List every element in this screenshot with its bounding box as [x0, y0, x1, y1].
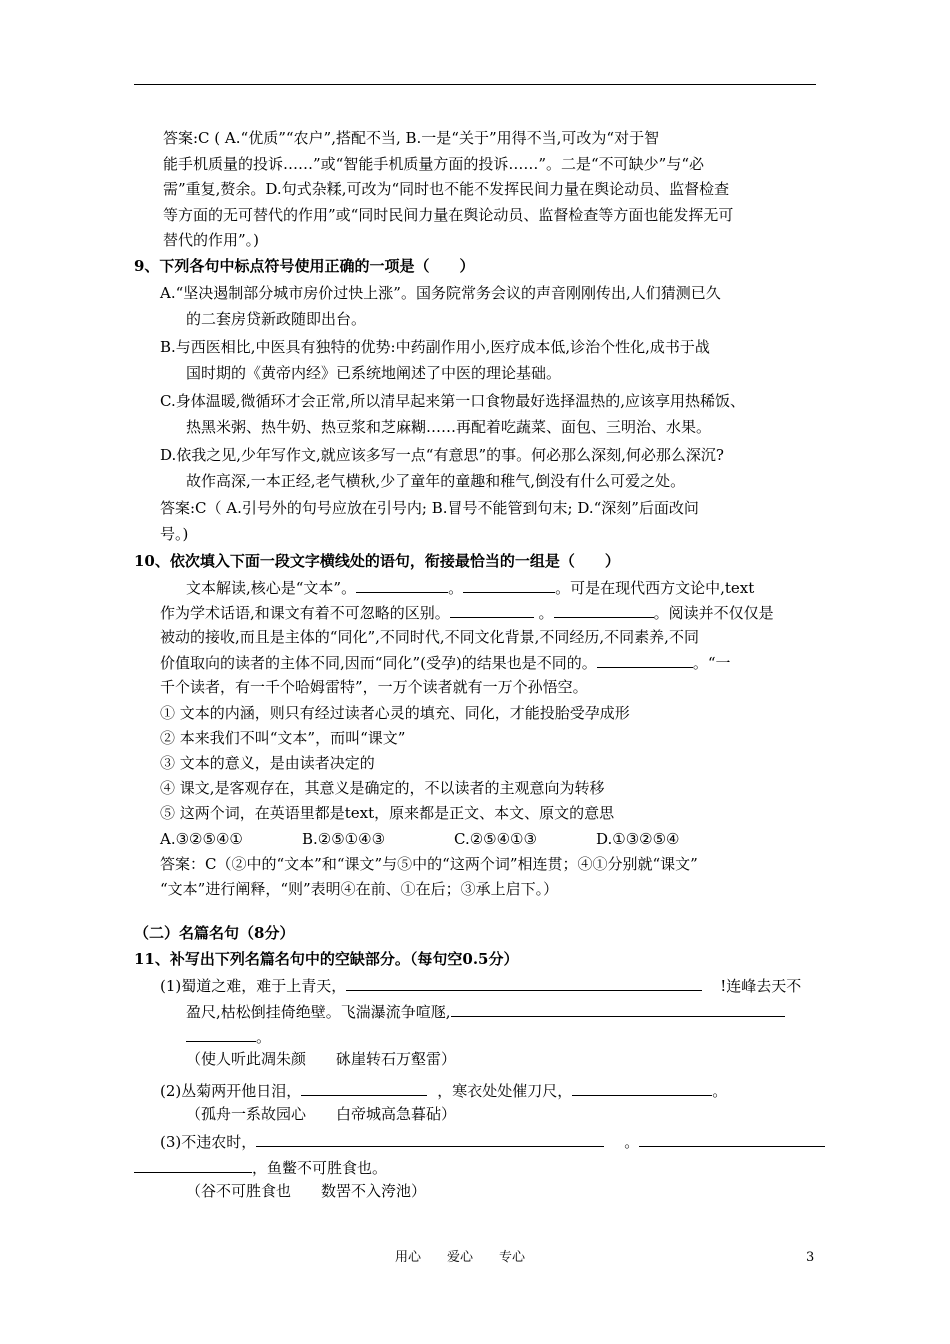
passage-text: 价值取向的读者的主体不同,因而“同化”(受孕)的结果也是不同的。	[160, 654, 597, 672]
q10-passage-line	[160, 652, 730, 673]
answer-blank[interactable]	[554, 602, 654, 618]
answer-blank[interactable]	[450, 602, 534, 618]
q9-answer-line: 号。)	[160, 525, 189, 543]
q9-option-d-cont: 故作高深,一本正经,老气横秋,少了童年的童趣和稚气,倒没有什么可爱之处。	[186, 472, 686, 490]
q10-passage-line: 被动的接收,而且是主体的“同化”,不同时代,不同文化背景,不同经历,不同素养,不同	[160, 628, 699, 646]
header-rule	[134, 84, 816, 85]
sentence-text: (1)蜀道之难，难于上青天，	[160, 977, 347, 995]
q10-item: ④ 课文,是客观存在，其意义是确定的，不以读者的主观意向为转移	[160, 779, 605, 797]
q8-answer-line: 等方面的无可替代的作用”或“同时民间力量在舆论动员、监督检查等方面也能发挥无可	[163, 206, 734, 224]
q10-answer-line: “文本”进行阐释，“则”表明④在前、①在后；③承上启下。）	[160, 880, 559, 898]
sentence-text: !连峰去天不	[720, 977, 802, 995]
passage-text: 。可是在现代西方文论中,text	[555, 579, 755, 597]
q9-option-b-cont: 国时期的《黄帝内经》已系统地阐述了中医的理论基础。	[186, 364, 562, 382]
q10-answer-line: 答案：C（②中的“文本”和“课文”与⑤中的“这两个词”相连贯；④①分别就“课文”	[160, 855, 698, 873]
q11-sentence-3-cont	[134, 1157, 387, 1178]
passage-text: 。阅读并不仅仅是	[653, 604, 774, 622]
sentence-text: ，鱼鳖不可胜食也。	[252, 1159, 388, 1177]
answer-blank[interactable]	[463, 577, 555, 593]
answer-blank[interactable]	[639, 1131, 825, 1147]
page-number: 3	[806, 1250, 815, 1265]
q10-title: 10、依次填入下面一段文字横线处的语句，衔接最恰当的一组是（ ）	[134, 552, 620, 570]
q11-sentence-3	[160, 1131, 825, 1152]
q10-passage-line	[186, 577, 754, 598]
answer-blank[interactable]	[451, 1001, 785, 1017]
q8-answer-line: 能手机质量的投诉……”或“智能手机质量方面的投诉……”。二是“不可缺少”与“必	[163, 155, 705, 173]
answer-blank[interactable]	[356, 577, 448, 593]
sentence-text: (2)丛菊两开他日泪，	[160, 1082, 302, 1100]
sentence-text: 。	[712, 1082, 728, 1100]
q9-answer-line: 答案:C（ A.引号外的句号应放在引号内; B.冒号不能管到句末; D.“深刻”后面改问	[160, 499, 699, 517]
q8-answer-line: 需”重复,赘余。D.句式杂糅,可改为“同时也不能不发挥民间力量在舆论动员、监督检查	[163, 180, 730, 198]
q11-title: 11、补写出下列名篇名句中的空缺部分。（每句空0.5分）	[134, 950, 519, 968]
q9-title: 9、下列各句中标点符号使用正确的一项是（ ）	[134, 257, 475, 275]
answer-blank[interactable]	[346, 975, 702, 991]
sentence-text: (3)不违农时，	[160, 1133, 257, 1151]
q10-choice-a: A.③②⑤④①	[160, 830, 243, 848]
q9-option-b: B.与西医相比,中医具有独特的优势:中药副作用小,医疗成本低,诊治个性化,成书于战	[160, 338, 710, 356]
q11-hint-1: （使人听此凋朱颜 砯崖转石万壑雷）	[186, 1050, 457, 1068]
q9-option-c: C.身体温暖,微循环才会正常,所以清早起来第一口食物最好选择温热的,应该享用热稀饭、	[160, 392, 746, 410]
footer-motto: 用心 爱心 专心	[395, 1250, 526, 1265]
q11-hint-2: （孤舟一系故园心 白帝城高急暮砧）	[186, 1105, 457, 1123]
q9-option-a: A.“坚决遏制部分城市房价过快上涨”。国务院常务会议的声音刚刚传出,人们猜测已久	[160, 284, 721, 302]
q11-sentence-1	[160, 975, 801, 996]
sentence-text: 。	[624, 1133, 640, 1151]
q8-answer-line: 替代的作用”。)	[163, 231, 260, 249]
sentence-text: 盈尺,枯松倒挂倚绝壁。飞湍瀑流争喧豗,	[186, 1003, 451, 1021]
passage-text: 文本解读,核心是“文本”。	[186, 579, 357, 597]
q10-choice-c: C.②⑤④①③	[454, 830, 537, 848]
q10-item: ② 本来我们不叫“文本”，而叫“课文”	[160, 729, 406, 747]
answer-blank[interactable]	[256, 1131, 604, 1147]
passage-text: 。	[533, 604, 554, 622]
answer-blank[interactable]	[301, 1080, 427, 1096]
q9-option-c-cont: 热黑米粥、热牛奶、热豆浆和芝麻糊……再配着吃蔬菜、面包、三明治、水果。	[186, 418, 712, 436]
answer-blank[interactable]	[186, 1026, 256, 1042]
q8-answer-line: 答案:C ( A.“优质”“农户”,搭配不当, B.一是“关于”用得不当,可改为“对于智	[163, 129, 660, 147]
q9-option-a-cont: 的二套房贷新政随即出台。	[186, 310, 367, 328]
answer-blank[interactable]	[597, 652, 693, 668]
q10-item: ⑤ 这两个词，在英语里都是text，原来都是正文、本文、原文的意思	[160, 804, 615, 822]
q10-item: ③ 文本的意义，是由读者决定的	[160, 754, 375, 772]
q10-choice-b: B.②⑤①④③	[302, 830, 386, 848]
q10-passage-line: 千个读者，有一千个哈姆雷特”，一万个读者就有一万个孙悟空。	[160, 678, 588, 696]
q11-sentence-1-cont	[186, 1001, 785, 1022]
passage-text: 作为学术话语,和课文有着不可忽略的区别。	[160, 604, 450, 622]
passage-text: 。“一	[692, 654, 731, 672]
q10-choice-d: D.①③②⑤④	[596, 830, 680, 848]
section-2-title: （二）名篇名句（8分）	[134, 924, 295, 942]
q11-sentence-1-end	[186, 1026, 271, 1047]
q11-hint-3: （谷不可胜食也 数罟不入洿池）	[186, 1182, 427, 1200]
sentence-text: ，寒衣处处催刀尺，	[437, 1082, 573, 1100]
answer-blank[interactable]	[134, 1157, 252, 1173]
answer-blank[interactable]	[572, 1080, 712, 1096]
passage-text: 。	[448, 579, 464, 597]
q9-option-d: D.依我之见,少年写作文,就应该多写一点“有意思”的事。何必那么深刻,何必那么深沉?	[160, 446, 724, 464]
q10-passage-line	[160, 602, 774, 623]
sentence-text: 。	[256, 1028, 272, 1046]
q11-sentence-2	[160, 1080, 727, 1101]
q10-item: ① 文本的内涵，则只有经过读者心灵的填充、同化，才能投胎受孕成形	[160, 704, 630, 722]
